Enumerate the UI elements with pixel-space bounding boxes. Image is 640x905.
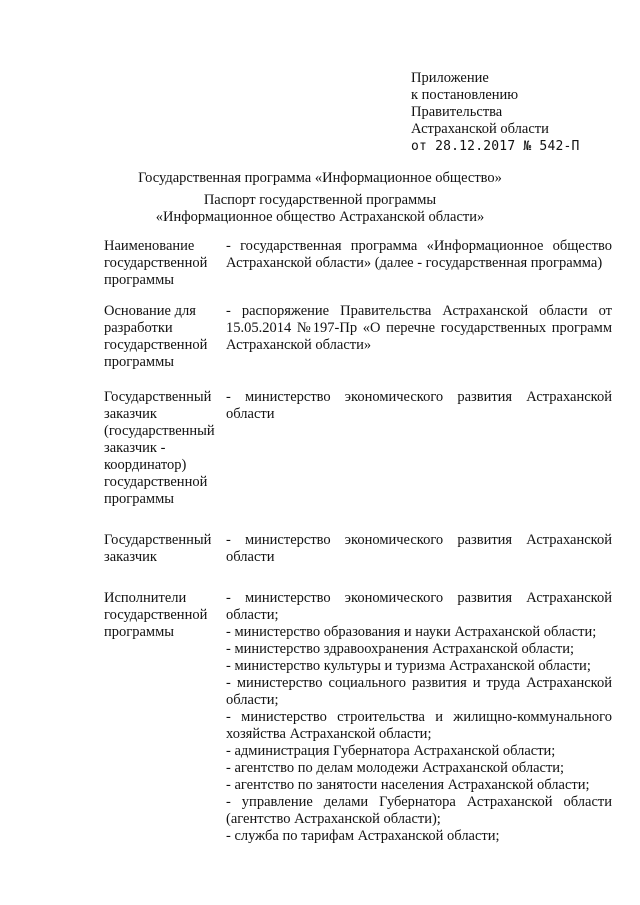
row-label [104, 532, 226, 566]
row-label [104, 238, 226, 289]
row-value [226, 389, 612, 508]
appendix-line: Приложение [411, 70, 489, 86]
row-label [104, 303, 226, 371]
row-value [226, 590, 612, 845]
appendix-line: Астраханской области [411, 121, 549, 137]
row-label [104, 590, 226, 845]
passport-title [0, 192, 640, 226]
appendix-line: к постановлению [411, 87, 519, 103]
row-value-item: - распоряжение Правительства Астраханской области от 15.05.2014 №197-Пр «О перечне государственных программ Астраханской области» [226, 303, 612, 353]
row-value-item: - министерство здравоохранения Астраханской области; [226, 641, 574, 657]
row-label-line: государственной [104, 255, 208, 271]
row-label-line: Основание для [104, 303, 196, 319]
passport-row-coordinator [104, 389, 612, 508]
row-value-item: - государственная программа «Информационное общество Астраханской области» (далее - государственная программа) [226, 238, 612, 271]
appendix-line: Правительства [411, 104, 503, 120]
row-value [226, 238, 612, 289]
row-label-line: государственной [104, 607, 208, 623]
passport-title-line: «Информационное общество Астраханской области» [155, 209, 485, 225]
row-label [104, 389, 226, 508]
passport-row-customer [104, 532, 612, 566]
row-label-line: программы [104, 272, 174, 288]
row-label-line: государственной [104, 474, 208, 490]
passport-title-line: Паспорт государственной программы [203, 192, 437, 208]
row-label-line: программы [104, 354, 174, 370]
row-label-line: программы [104, 491, 174, 507]
row-label-line: государственной [104, 337, 208, 353]
row-label-line: Государственный [104, 532, 212, 548]
row-label-line: координатор) [104, 457, 187, 473]
row-value-item: - министерство экономического развития Астраханской области; [226, 590, 612, 623]
row-value-item: - агентство по делам молодежи Астраханской области; [226, 760, 565, 776]
row-value-item: - агентство по занятости населения Астраханской области; [226, 777, 590, 793]
row-value-item: - министерство образования и науки Астраханской области; [226, 624, 597, 640]
passport-table [104, 238, 612, 845]
row-label-line: Исполнители [104, 590, 187, 606]
row-value-item: - министерство экономического развития Астраханской области [226, 389, 612, 422]
row-value-item: - министерство культуры и туризма Астраханской области; [226, 658, 591, 674]
passport-row-basis [104, 303, 612, 371]
row-value-item: - управление делами Губернатора Астраханской области (агентство Астраханской области); [226, 794, 612, 827]
row-label-line: программы [104, 624, 174, 640]
decree-reference: от 28.12.2017 № 542-П [411, 139, 580, 154]
appendix-block [411, 70, 611, 155]
row-value-item: - служба по тарифам Астраханской области; [226, 828, 500, 844]
row-value-item: - министерство социального развития и труда Астраханской области; [226, 675, 612, 708]
passport-row-name [104, 238, 612, 289]
row-label-line: Наименование [104, 238, 195, 254]
row-value-item: - министерство строительства и жилищно-коммунального хозяйства Астраханской области; [226, 709, 612, 742]
row-value-item: - администрация Губернатора Астраханской области; [226, 743, 556, 759]
row-label-line: Государственный [104, 389, 212, 405]
row-value [226, 532, 612, 566]
row-label-line: заказчик - [104, 440, 166, 456]
row-label-line: заказчик [104, 549, 157, 565]
row-value [226, 303, 612, 371]
row-label-line: (государственный [104, 423, 215, 439]
row-label-line: разработки [104, 320, 173, 336]
program-title: Государственная программа «Информационное общество» [138, 170, 502, 186]
row-label-line: заказчик [104, 406, 157, 422]
row-value-item: - министерство экономического развития Астраханской области [226, 532, 612, 565]
passport-row-executors [104, 590, 612, 845]
